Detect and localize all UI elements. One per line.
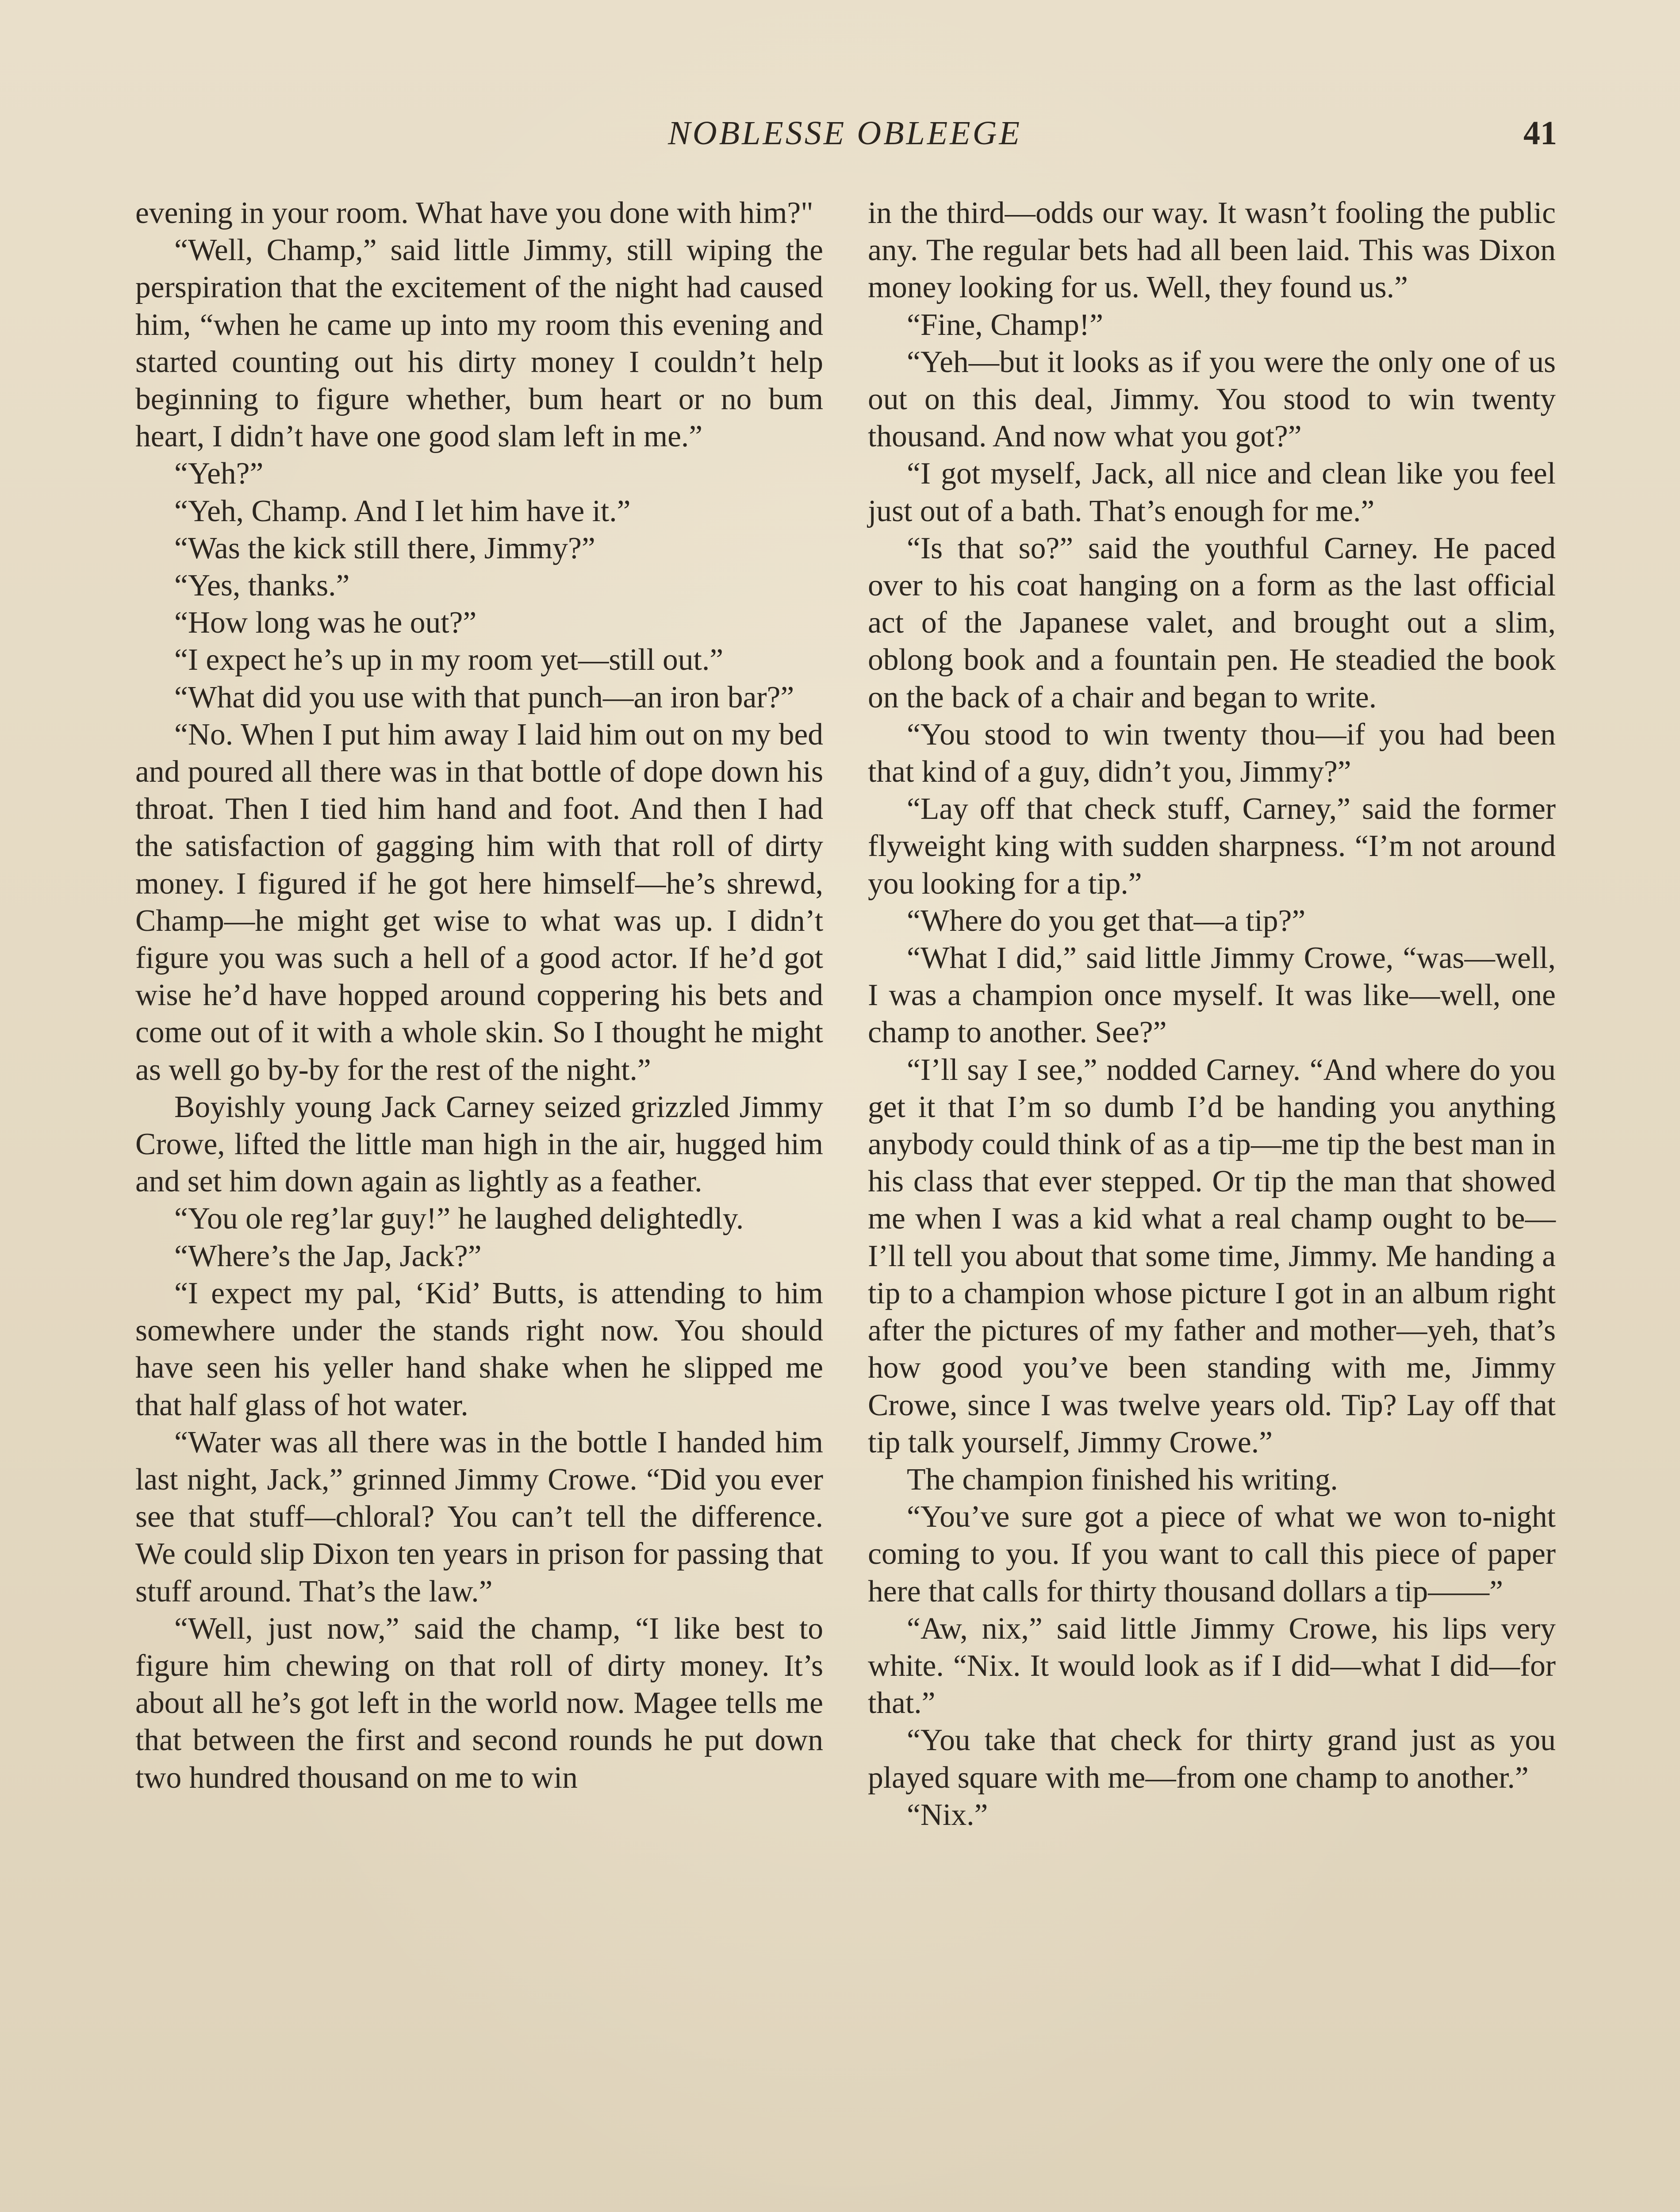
paragraph: “Water was all there was in the bottle I handed him last night, Jack,” grinned Jimmy Crowe. “Did you ever see that stuff—chloral? You can’t tell the difference. We could slip Dixon ten years in prison for passing that stuff around. That’s the law.” bbox=[135, 1425, 823, 1609]
running-title: NOBLESSE OBLEEGE bbox=[668, 115, 1022, 152]
paragraph: “I’ll say I see,” nodded Carney. “And where do you get it that I’m so dumb I’d be handing you anything anybody could think of as a tip—me tip the best man in his class that ever stepped. Or tip the man that showed me when I was a kid what a real champ ought to be—I’ll tell you about that some time, Jimmy. Me handing a tip to a champion whose picture I got in an album right after the pictures of my father and mother—yeh, that’s how good you’ve been standing with me, Jimmy Crowe, since I was twelve years old. Tip? Lay off that tip talk yourself, Jimmy Crowe.” bbox=[868, 1052, 1556, 1459]
paragraph: “Well, just now,” said the champ, “I like best to figure him chewing on that roll of dirty money. It’s about all he’s got left in the world now. Magee tells me that between the first and second rounds he put down two hundred thousand on me to win bbox=[135, 1611, 823, 1795]
paragraph: “Yeh, Champ. And I let him have it.” bbox=[174, 494, 631, 528]
paragraph: “How long was he out?” bbox=[174, 606, 477, 640]
paragraph: “No. When I put him away I laid him out on my bed and poured all there was in that bottle of dope down his throat. Then I tied him hand and foot. And then I had the satisfaction of gagging him with that roll of dirty money. I figured if he got here himself—he’s shrewd, Champ—he might get wise to what was up. I didn’t figure you was such a hell of a good actor. If he’d got wise he’d have hopped around coppering his bets and come out of it with a whole skin. So I thought he might as well go by-by for the rest of the night.” bbox=[135, 717, 823, 1087]
paragraph: “Was the kick still there, Jimmy?” bbox=[174, 531, 595, 565]
paragraph: Boyishly young Jack Carney seized grizzled Jimmy Crowe, lifted the little man high in the air, hugged him and set him down again as lightly as a feather. bbox=[135, 1090, 823, 1199]
paragraph: “You stood to win twenty thou—if you had been that kind of a guy, didn’t you, Jimmy?” bbox=[868, 717, 1556, 789]
paragraph: “Yes, thanks.” bbox=[174, 568, 350, 603]
left-column bbox=[135, 195, 823, 1797]
paragraph: “What did you use with that punch—an iron bar?” bbox=[174, 680, 794, 714]
paragraph: evening in your room. What have you done with him?" bbox=[135, 196, 813, 230]
paragraph: “I expect he’s up in my room yet—still out.” bbox=[174, 643, 724, 677]
paragraph: “What I did,” said little Jimmy Crowe, “was—well, I was a champion once myself. It was like—well, one champ to another. See?” bbox=[868, 941, 1556, 1050]
paragraph: “Lay off that check stuff, Carney,” said the former flyweight king with sudden sharpness. “I’m not around you looking for a tip.” bbox=[868, 792, 1556, 901]
paragraph: “Where do you get that—a tip?” bbox=[907, 903, 1306, 938]
page-number: 41 bbox=[1523, 115, 1557, 152]
paragraph: “Where’s the Jap, Jack?” bbox=[174, 1239, 482, 1273]
paragraph: “I expect my pal, ‘Kid’ Butts, is attending to him somewhere under the stands right now. You should have seen his yeller hand shake when he slipped me that half glass of hot water. bbox=[135, 1276, 823, 1422]
page-header bbox=[133, 114, 1557, 163]
paragraph: “Fine, Champ!” bbox=[907, 307, 1103, 342]
paragraph: “You take that check for thirty grand just as you played square with me—from one champ to another.” bbox=[868, 1723, 1556, 1795]
paragraph: in the third—odds our way. It wasn’t fooling the public any. The regular bets had all been laid. This was Dixon money looking for us. Well, they found us.” bbox=[868, 196, 1556, 305]
paragraph: “Nix.” bbox=[907, 1797, 988, 1832]
paragraph: “Yeh?” bbox=[174, 457, 264, 491]
paragraph: “You ole reg’lar guy!” he laughed delightedly. bbox=[174, 1202, 744, 1236]
paragraph: “Is that so?” said the youthful Carney. He paced over to his coat hanging on a form as the last official act of the Japanese valet, and brought out a slim, oblong book and a fountain pen. He steadied the book on the back of a chair and began to write. bbox=[868, 531, 1556, 714]
paragraph: “I got myself, Jack, all nice and clean like you feel just out of a bath. That’s enough for me.” bbox=[868, 457, 1556, 528]
paragraph: “Yeh—but it looks as if you were the only one of us out on this deal, Jimmy. You stood to win twenty thousand. And now what you got?” bbox=[868, 345, 1556, 454]
paragraph: “Aw, nix,” said little Jimmy Crowe, his lips very white. “Nix. It would look as if I did—what I did—for that.” bbox=[868, 1611, 1556, 1720]
paragraph: “You’ve sure got a piece of what we won to-night coming to you. If you want to call this piece of paper here that calls for thirty thousand dollars a tip——” bbox=[868, 1500, 1556, 1609]
right-column bbox=[868, 195, 1556, 1834]
paragraph: “Well, Champ,” said little Jimmy, still wiping the perspiration that the excitement of the night had caused him, “when he came up into my room this evening and started counting out his dirty money I couldn’t help beginning to figure whether, bum heart or no bum heart, I didn’t have one good slam left in me.” bbox=[135, 233, 823, 454]
paragraph: The champion finished his writing. bbox=[907, 1462, 1338, 1497]
